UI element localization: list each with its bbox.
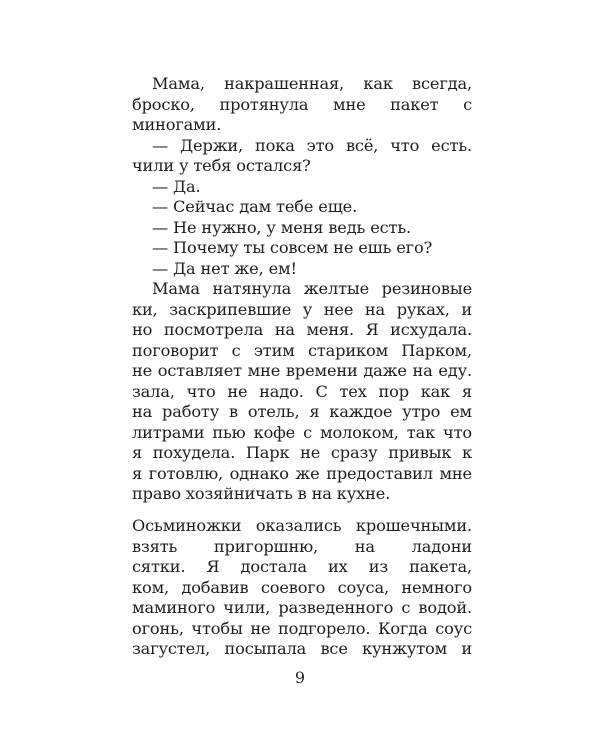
text-line: взять пригоршню, на ладони xyxy=(132,536,472,556)
text-line: огонь, чтобы не подгорело. Когда соус xyxy=(132,618,472,638)
text-line: не оставляет мне времени даже на еду. xyxy=(132,361,472,380)
text-line: — Не нужно, у меня ведь есть. xyxy=(152,217,412,237)
text-line: поговорит с этим стариком Парком, xyxy=(132,340,472,360)
text-line: чили у тебя остался? xyxy=(132,156,311,175)
text-line: Мама натянула желтые резиновые xyxy=(152,279,472,298)
text-line: но посмотрела на меня. Я исхудала. xyxy=(132,320,472,339)
text-line: Мама, накрашенная, как всегда, xyxy=(152,74,472,93)
text-line: — Да нет же, ем! xyxy=(152,258,297,278)
text-line: я готовлю, однако же предоставил мне xyxy=(132,463,472,483)
text-line: — Почему ты совсем не ешь его? xyxy=(152,238,433,257)
text-line: маминого чили, разведенного с водой. xyxy=(132,598,472,617)
text-line: ком, добавив соевого соуса, немного xyxy=(132,577,472,597)
text-line: — Да. xyxy=(152,176,201,196)
text-line: сятки. Я достала их из пакета, xyxy=(132,557,472,576)
text-block-2 xyxy=(132,516,472,660)
text-line: — Сейчас дам тебе еще. xyxy=(152,197,358,216)
text-line: я похудела. Парк не сразу привык к xyxy=(132,443,472,462)
text-block-1 xyxy=(132,74,472,505)
text-line: броско, протянула мне пакет с xyxy=(132,94,472,114)
text-line: право хозяйничать в на кухне. xyxy=(132,484,391,503)
text-line: зала, что не надо. С тех пор как я xyxy=(132,381,472,401)
text-line: на работу в отель, я каждое утро ем xyxy=(132,402,472,421)
text-line: Осьминожки оказались крошечными. xyxy=(132,516,472,535)
text-line: — Держи, пока это всё, что есть. xyxy=(152,135,472,155)
page-number: 9 xyxy=(294,668,306,687)
text-line: загустел, посыпала все кунжутом и xyxy=(132,639,472,658)
text-line: миногами. xyxy=(132,115,222,134)
text-line: ки, заскрипевшие у нее на руках, и xyxy=(132,299,472,319)
text-line: литрами пью кофе с молоком, так что xyxy=(132,422,472,442)
